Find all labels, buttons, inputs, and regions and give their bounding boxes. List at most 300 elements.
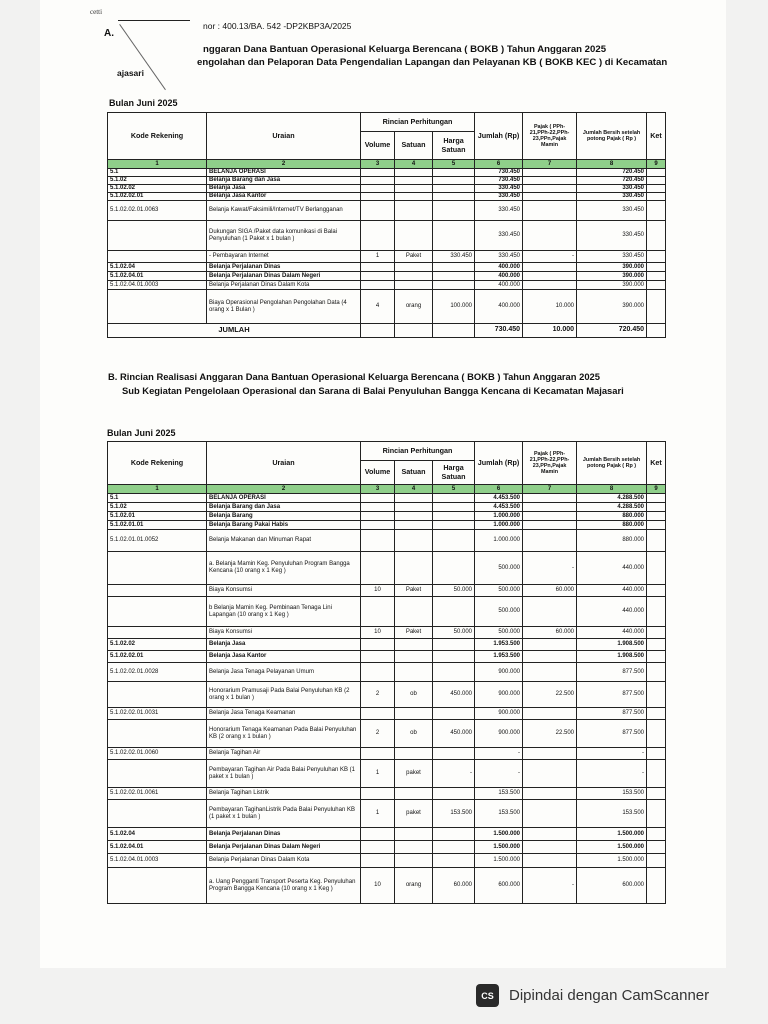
cell-uraian: Belanja Perjalanan Dinas Dalam Negeri <box>207 272 361 281</box>
cell-pajak <box>523 221 577 251</box>
table-row <box>108 800 666 828</box>
cell-jumlah: 600.000 <box>475 868 523 904</box>
cell-uraian: Belanja Barang <box>207 512 361 521</box>
cell-pajak <box>523 169 577 177</box>
title-line-3: ajasari <box>117 68 144 78</box>
table-row <box>108 868 666 904</box>
cell-bersih: 720.450 <box>577 169 647 177</box>
cell-bersih: 4.288.500 <box>577 494 647 503</box>
cell-volume <box>361 651 395 663</box>
cell-satuan <box>395 597 433 627</box>
table-row <box>108 503 666 512</box>
table-row <box>108 651 666 663</box>
cell-harga: 330.450 <box>433 251 475 263</box>
col-number: 4 <box>395 485 433 494</box>
cell-uraian: - Pembayaran Internet <box>207 251 361 263</box>
cell-uraian: Belanja Jasa Tenaga Keamanan <box>207 708 361 720</box>
cell-volume: 1 <box>361 800 395 828</box>
table-a-month: Bulan Juni 2025 <box>109 98 178 108</box>
cell-jumlah: 900.000 <box>475 720 523 748</box>
cell-bersih: 600.000 <box>577 868 647 904</box>
cell-bersih: 390.000 <box>577 290 647 324</box>
col-number: 6 <box>475 160 523 169</box>
cell-uraian: Belanja Barang dan Jasa <box>207 503 361 512</box>
cell-volume <box>361 841 395 854</box>
cell-pajak <box>523 639 577 651</box>
cell-harga <box>433 521 475 530</box>
cell-uraian: Biaya Operasional Pengolahan Pengolahan Data (4 orang x 1 Bulan ) <box>207 290 361 324</box>
cell-ket <box>647 290 666 324</box>
col-kode-rekening: Kode Rekening <box>108 113 207 160</box>
cell-pajak <box>523 651 577 663</box>
cell-satuan <box>395 494 433 503</box>
cell-volume <box>361 503 395 512</box>
cell-harga: - <box>433 760 475 788</box>
cell-ket <box>647 828 666 841</box>
col-satuan: Satuan <box>395 461 433 485</box>
cell-pajak <box>523 521 577 530</box>
cell-ket <box>647 263 666 272</box>
cell-volume <box>361 552 395 585</box>
cell-volume <box>361 788 395 800</box>
total-pajak: 10.000 <box>523 324 577 338</box>
cell-uraian: a. Belanja Mamin Keg. Penyuluhan Program Bangga Kencana (10 orang x 1 Keg ) <box>207 552 361 585</box>
cell-kode <box>108 251 207 263</box>
cell-harga <box>433 788 475 800</box>
cell-satuan <box>395 552 433 585</box>
cell-uraian: Honorarium Pramusaji Pada Balai Penyuluhan KB (2 orang x 1 bulan ) <box>207 682 361 708</box>
cell-uraian: Belanja Kawat/Faksimili/Internet/TV Berlangganan <box>207 201 361 221</box>
cell-jumlah: 500.000 <box>475 627 523 639</box>
cell-satuan <box>395 263 433 272</box>
cell-kode: 5.1.02.04.01 <box>108 272 207 281</box>
section-a-letter: A. <box>104 28 114 39</box>
cell-satuan <box>395 828 433 841</box>
cell-satuan <box>395 639 433 651</box>
cell-harga <box>433 597 475 627</box>
cell-ket <box>647 272 666 281</box>
cell-volume <box>361 221 395 251</box>
cell-bersih: 1.908.500 <box>577 639 647 651</box>
cell-bersih: 330.450 <box>577 201 647 221</box>
cell-jumlah: 1.953.500 <box>475 651 523 663</box>
cell-uraian: b Belanja Mamin Keg. Pembinaan Tenaga Lini Lapangan (10 orang x 1 Keg ) <box>207 597 361 627</box>
cell-kode <box>108 585 207 597</box>
cell-pajak <box>523 185 577 193</box>
cell-volume <box>361 708 395 720</box>
cell-jumlah: 330.450 <box>475 251 523 263</box>
cell-jumlah: 4.453.500 <box>475 494 523 503</box>
table-row <box>108 201 666 221</box>
cell-harga <box>433 552 475 585</box>
cell-kode <box>108 552 207 585</box>
col-volume: Volume <box>361 461 395 485</box>
camscanner-logo-icon: CS <box>476 984 499 1007</box>
cell-jumlah: 330.450 <box>475 185 523 193</box>
cell-kode: 5.1.02.01 <box>108 512 207 521</box>
cell-kode: 5.1.02.02.01.0060 <box>108 748 207 760</box>
col-jumlah-bersih: Jumlah Bersih setelah potong Pajak ( Rp ) <box>577 442 647 485</box>
cell-satuan: paket <box>395 760 433 788</box>
cell-jumlah: - <box>475 760 523 788</box>
cell-volume <box>361 185 395 193</box>
cell-jumlah: 1.500.000 <box>475 841 523 854</box>
cell-pajak <box>523 530 577 552</box>
col-number: 7 <box>523 160 577 169</box>
col-number: 3 <box>361 485 395 494</box>
cell-ket <box>647 494 666 503</box>
table-row <box>108 281 666 290</box>
cell-jumlah: - <box>475 748 523 760</box>
col-jumlah: Jumlah (Rp) <box>475 442 523 485</box>
cell-ket <box>647 627 666 639</box>
cell-volume <box>361 828 395 841</box>
cell-pajak <box>523 597 577 627</box>
cell-bersih: - <box>577 760 647 788</box>
col-number: 5 <box>433 160 475 169</box>
cell-pajak: 60.000 <box>523 627 577 639</box>
cell-bersih: 330.450 <box>577 251 647 263</box>
cell-uraian: Belanja Tagihan Listrik <box>207 788 361 800</box>
cell-uraian: Honorarium Tenaga Keamanan Pada Balai Penyuluhan KB (2 orang x 1 bulan ) <box>207 720 361 748</box>
table-row <box>108 185 666 193</box>
cell-bersih: 440.000 <box>577 552 647 585</box>
cell-pajak: 22.500 <box>523 720 577 748</box>
cell-ket <box>647 760 666 788</box>
cell-jumlah: 1.500.000 <box>475 828 523 841</box>
cell-pajak <box>523 263 577 272</box>
table-row <box>108 512 666 521</box>
cell-pajak <box>523 748 577 760</box>
cell-satuan <box>395 854 433 868</box>
cell-harga <box>433 193 475 201</box>
col-number: 1 <box>108 160 207 169</box>
cell-jumlah: 1.000.000 <box>475 521 523 530</box>
cell-kode: 5.1.02.02 <box>108 185 207 193</box>
cell-uraian: Belanja Jasa Kantor <box>207 651 361 663</box>
cell-satuan <box>395 169 433 177</box>
cell-uraian: Biaya Konsumsi <box>207 585 361 597</box>
table-row <box>108 760 666 788</box>
total-jumlah: 730.450 <box>475 324 523 338</box>
table-row <box>108 169 666 177</box>
cell-kode <box>108 221 207 251</box>
cell-uraian: Dukungan SIGA /Paket data komunikasi di Balai Penyuluhan (1 Paket x 1 bulan ) <box>207 221 361 251</box>
cell-pajak <box>523 512 577 521</box>
cell-harga <box>433 169 475 177</box>
cell-pajak: 22.500 <box>523 682 577 708</box>
table-row <box>108 530 666 552</box>
cell-ket <box>647 720 666 748</box>
cell-bersih: 153.500 <box>577 800 647 828</box>
col-number: 9 <box>647 160 666 169</box>
cell-ket <box>647 177 666 185</box>
table-row <box>108 221 666 251</box>
cell-bersih: 1.500.000 <box>577 828 647 841</box>
table-row <box>108 597 666 627</box>
cell-volume: 10 <box>361 627 395 639</box>
cell-kode <box>108 597 207 627</box>
table-row <box>108 494 666 503</box>
cell-bersih: - <box>577 748 647 760</box>
col-kode-rekening: Kode Rekening <box>108 442 207 485</box>
title-line-2: engolahan dan Pelaporan Data Pengendalian Lapangan dan Pelayanan KB ( BOKB KEC ) di Kecamatan <box>197 57 668 68</box>
cell-jumlah: 1.500.000 <box>475 854 523 868</box>
cell-volume <box>361 263 395 272</box>
table-row <box>108 585 666 597</box>
cell-kode: 5.1.02.04.01 <box>108 841 207 854</box>
table-row <box>108 521 666 530</box>
cell-volume <box>361 521 395 530</box>
cell-kode: 5.1 <box>108 169 207 177</box>
cell-jumlah: 900.000 <box>475 708 523 720</box>
cell-bersih: 440.000 <box>577 597 647 627</box>
cell-uraian: Belanja Jasa <box>207 185 361 193</box>
cell-ket <box>647 585 666 597</box>
cell-jumlah: 330.450 <box>475 193 523 201</box>
cell-bersih: 877.500 <box>577 682 647 708</box>
col-ket: Ket <box>647 113 666 160</box>
cell-bersih: 880.000 <box>577 530 647 552</box>
cell-pajak <box>523 788 577 800</box>
cell-ket <box>647 193 666 201</box>
cell-bersih: 1.500.000 <box>577 841 647 854</box>
table-row <box>108 748 666 760</box>
cell-pajak <box>523 177 577 185</box>
cell-pajak <box>523 663 577 682</box>
cell-volume: 2 <box>361 682 395 708</box>
cell-satuan: ob <box>395 682 433 708</box>
cell-satuan <box>395 512 433 521</box>
cell-ket <box>647 221 666 251</box>
table-row <box>108 627 666 639</box>
cell-bersih: 440.000 <box>577 585 647 597</box>
cell-ket <box>647 169 666 177</box>
cell-volume <box>361 663 395 682</box>
col-ket: Ket <box>647 442 666 485</box>
camscanner-footer <box>476 984 709 1007</box>
cell-bersih: 877.500 <box>577 708 647 720</box>
table-row <box>108 263 666 272</box>
cell-satuan <box>395 177 433 185</box>
cell-volume <box>361 639 395 651</box>
cell-harga: 50.000 <box>433 585 475 597</box>
cell-bersih: 1.500.000 <box>577 854 647 868</box>
cell-satuan <box>395 530 433 552</box>
cell-ket <box>647 788 666 800</box>
cell-harga: 100.000 <box>433 290 475 324</box>
cell-kode: 5.1.02.01.01 <box>108 521 207 530</box>
cell-satuan <box>395 748 433 760</box>
scan-mark: cetti <box>90 8 103 16</box>
cell-bersih: 4.288.500 <box>577 503 647 512</box>
cell-ket <box>647 651 666 663</box>
cell-volume <box>361 597 395 627</box>
camscanner-text: Dipindai dengan CamScanner <box>509 987 710 1004</box>
cell-jumlah: 500.000 <box>475 552 523 585</box>
cell-harga <box>433 841 475 854</box>
cell-kode: 5.1.02.01.01.0052 <box>108 530 207 552</box>
cell-satuan: Paket <box>395 627 433 639</box>
cell-pajak <box>523 193 577 201</box>
col-number: 5 <box>433 485 475 494</box>
cell-volume <box>361 201 395 221</box>
col-number: 8 <box>577 160 647 169</box>
cell-kode <box>108 868 207 904</box>
cell-jumlah: 900.000 <box>475 663 523 682</box>
cell-jumlah: 153.500 <box>475 800 523 828</box>
cell-jumlah: 400.000 <box>475 281 523 290</box>
cell-satuan <box>395 708 433 720</box>
cell-bersih: 390.000 <box>577 263 647 272</box>
cell-pajak <box>523 503 577 512</box>
table-row <box>108 177 666 185</box>
cell-kode: 5.1.02.02 <box>108 639 207 651</box>
col-number: 2 <box>207 485 361 494</box>
cell-volume <box>361 169 395 177</box>
cell-satuan <box>395 221 433 251</box>
cell-harga <box>433 272 475 281</box>
cell-harga <box>433 639 475 651</box>
cell-uraian: Belanja Perjalanan Dinas Dalam Negeri <box>207 841 361 854</box>
cell-uraian: Belanja Tagihan Air <box>207 748 361 760</box>
cell-jumlah: 500.000 <box>475 597 523 627</box>
cell-harga: 153.500 <box>433 800 475 828</box>
cell-jumlah: 153.500 <box>475 788 523 800</box>
table-row <box>108 708 666 720</box>
col-pajak: Pajak ( PPh-21,PPh-22,PPh-23,PPn,Pajak Mamin <box>523 113 577 160</box>
cell-harga <box>433 854 475 868</box>
cell-ket <box>647 251 666 263</box>
cell-bersih: 880.000 <box>577 521 647 530</box>
col-harga-satuan: Harga Satuan <box>433 132 475 160</box>
cell-kode: 5.1.02.02.01.0028 <box>108 663 207 682</box>
cell-pajak <box>523 708 577 720</box>
cell-ket <box>647 521 666 530</box>
cell-uraian: a. Uang Pengganti Transport Peserta Keg. Penyuluhan Program Bangga Kencana (10 orang x 1 Keg ) <box>207 868 361 904</box>
cell-uraian: Belanja Makanan dan Minuman Rapat <box>207 530 361 552</box>
cell-kode <box>108 720 207 748</box>
col-uraian: Uraian <box>207 113 361 160</box>
cell-pajak <box>523 854 577 868</box>
cell-bersih: 390.000 <box>577 272 647 281</box>
table-row <box>108 639 666 651</box>
cell-uraian: Belanja Jasa Tenaga Pelayanan Umum <box>207 663 361 682</box>
cell-uraian: Pembayaran Tagihan Air Pada Balai Penyuluhan KB (1 paket x 1 bulan ) <box>207 760 361 788</box>
cell-volume <box>361 854 395 868</box>
cell-uraian: Belanja Barang dan Jasa <box>207 177 361 185</box>
cell-pajak <box>523 800 577 828</box>
cell-harga <box>433 263 475 272</box>
cell-bersih: 880.000 <box>577 512 647 521</box>
cell-jumlah: 400.000 <box>475 263 523 272</box>
cell-jumlah: 400.000 <box>475 290 523 324</box>
col-rincian-perhitungan: Rincian Perhitungan <box>361 442 475 461</box>
cell-uraian: BELANJA OPERASI <box>207 169 361 177</box>
cell-bersih: 440.000 <box>577 627 647 639</box>
table-row <box>108 682 666 708</box>
cell-harga: 450.000 <box>433 720 475 748</box>
cell-harga <box>433 177 475 185</box>
cell-ket <box>647 663 666 682</box>
cell-harga <box>433 512 475 521</box>
section-b-line-1: B. Rincian Realisasi Anggaran Dana Bantuan Operasional Keluarga Berencana ( BOKB ) Tahun Anggaran 2025 <box>108 371 600 382</box>
section-b-line-2: Sub Kegiatan Pengelolaan Operasional dan Sarana di Balai Penyuluhan Bangga Kencana di Kecamatan Majasari <box>122 385 624 396</box>
cell-bersih: 390.000 <box>577 281 647 290</box>
cell-satuan <box>395 185 433 193</box>
cell-ket <box>647 708 666 720</box>
cell-kode: 5.1.02.04.01.0003 <box>108 854 207 868</box>
cell-bersih: 720.450 <box>577 177 647 185</box>
cell-volume <box>361 494 395 503</box>
cell-pajak: 60.000 <box>523 585 577 597</box>
cell-kode <box>108 800 207 828</box>
cell-satuan: ob <box>395 720 433 748</box>
cell-volume: 1 <box>361 251 395 263</box>
cell-ket <box>647 800 666 828</box>
table-row <box>108 841 666 854</box>
cell-bersih: 153.500 <box>577 788 647 800</box>
cell-pajak: 10.000 <box>523 290 577 324</box>
cell-uraian: Belanja Perjalanan Dinas Dalam Kota <box>207 854 361 868</box>
cell-volume <box>361 193 395 201</box>
cell-kode: 5.1.02 <box>108 503 207 512</box>
cell-pajak <box>523 841 577 854</box>
cell-volume: 4 <box>361 290 395 324</box>
document-number: nor : 400.13/BA. 542 -DP2KBP3A/2025 <box>203 21 352 31</box>
cell-uraian: Belanja Jasa Kantor <box>207 193 361 201</box>
cell-harga <box>433 201 475 221</box>
table-row <box>108 854 666 868</box>
cell-kode: 5.1.02 <box>108 177 207 185</box>
cell-satuan <box>395 841 433 854</box>
cell-bersih: 877.500 <box>577 720 647 748</box>
table-row <box>108 552 666 585</box>
cell-satuan <box>395 201 433 221</box>
cell-volume: 10 <box>361 585 395 597</box>
cell-uraian: Belanja Perjalanan Dinas <box>207 263 361 272</box>
table-b <box>107 441 666 904</box>
cell-ket <box>647 552 666 585</box>
table-row <box>108 788 666 800</box>
cell-kode: 5.1.02.04 <box>108 263 207 272</box>
cell-satuan: Paket <box>395 585 433 597</box>
cell-ket <box>647 512 666 521</box>
cell-satuan <box>395 651 433 663</box>
cell-volume <box>361 748 395 760</box>
col-volume: Volume <box>361 132 395 160</box>
cell-pajak <box>523 494 577 503</box>
cell-kode <box>108 290 207 324</box>
cell-harga <box>433 748 475 760</box>
col-satuan: Satuan <box>395 132 433 160</box>
table-row <box>108 251 666 263</box>
cell-pajak <box>523 828 577 841</box>
cell-bersih: 330.450 <box>577 185 647 193</box>
cell-satuan <box>395 788 433 800</box>
col-number: 1 <box>108 485 207 494</box>
col-uraian: Uraian <box>207 442 361 485</box>
cell-harga <box>433 221 475 251</box>
cell-ket <box>647 597 666 627</box>
cell-ket <box>647 854 666 868</box>
corner-line <box>118 20 190 21</box>
cell-ket <box>647 201 666 221</box>
cell-volume <box>361 177 395 185</box>
cell-jumlah: 1.953.500 <box>475 639 523 651</box>
total-bersih: 720.450 <box>577 324 647 338</box>
cell-ket <box>647 281 666 290</box>
